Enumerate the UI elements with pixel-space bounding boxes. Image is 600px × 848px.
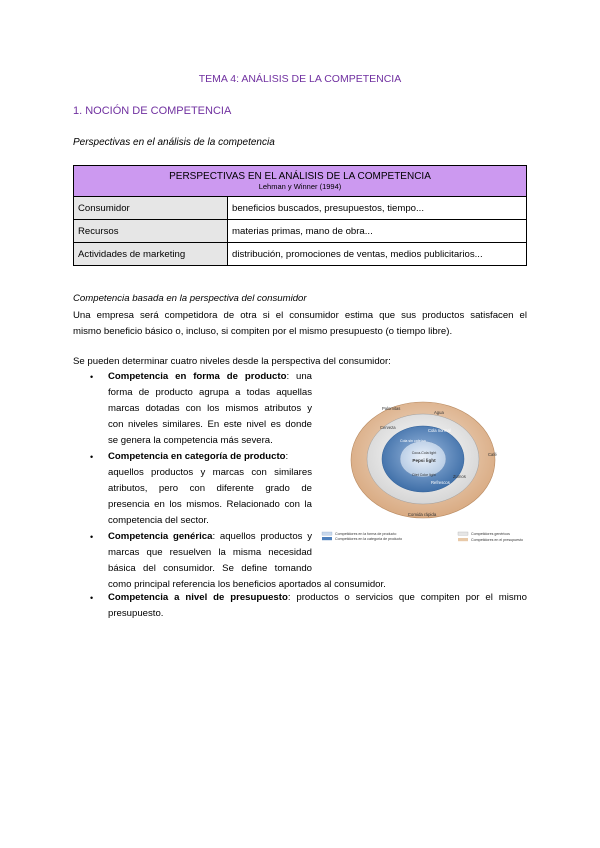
- level-item-1: [108, 369, 312, 449]
- level-text: competencia del sector.: [108, 515, 209, 526]
- level-term: Competencia en forma de producto: [108, 371, 287, 382]
- legend-label: Competidores en la forma de producto: [335, 532, 397, 536]
- level-text: marcas dotadas con los mismos atributos y: [108, 403, 312, 414]
- row-value: beneficios buscados, presupuestos, tiempo...: [228, 197, 527, 220]
- legend-swatch: [322, 537, 332, 540]
- row-label: Recursos: [74, 220, 228, 243]
- paragraph-line: mismo beneficio básico o, incluso, si compiten por el mismo presupuesto (o tiempo libre).: [73, 326, 453, 337]
- table-row: [74, 220, 527, 243]
- perspectives-table: [73, 165, 527, 266]
- table-header-title: PERSPECTIVAS EN EL ANÁLISIS DE LA COMPETENCIA: [169, 171, 431, 182]
- bullet: •: [90, 593, 94, 603]
- table-header: [74, 166, 527, 197]
- level-term: Competencia en categoría de producto: [108, 451, 286, 462]
- level-text: marcas que resuelven la misma necesidad: [108, 547, 312, 558]
- levels-intro: Se pueden determinar cuatro niveles desde la perspectiva del consumidor:: [73, 356, 391, 367]
- row-value: distribución, promociones de ventas, medios publicitarios...: [228, 243, 527, 266]
- bullet: •: [90, 372, 94, 382]
- legend-swatch: [322, 532, 332, 535]
- level-item-2: [108, 449, 312, 529]
- level-text: presupuesto.: [108, 608, 164, 619]
- level-item-3: [108, 529, 312, 577]
- legend-label: Competidores en el presupuesto: [471, 538, 523, 542]
- level-term: Competencia a nivel de presupuesto: [108, 592, 288, 603]
- table-row: [74, 243, 527, 266]
- level-item-4: [108, 590, 527, 622]
- legend-label: Competidores en la categoría de producto: [335, 537, 403, 541]
- label-refrescos: Refrescos: [431, 480, 450, 485]
- level-text: con niveles similares. En este nivel es donde: [108, 419, 312, 430]
- paragraph-line: Una empresa será competidora de otra si el consumidor estima que sus productos satisfacen el: [73, 310, 527, 321]
- label-cola-sin: Cola sin cafeína: [400, 439, 426, 443]
- legend-label: Competidores genéricos: [471, 532, 510, 536]
- level-text: : una: [286, 371, 313, 382]
- table-row: [74, 197, 527, 220]
- level-term: Competencia genérica: [108, 531, 213, 542]
- level-text: : aquellos productos y: [212, 531, 312, 542]
- competition-levels-diagram: [318, 398, 528, 558]
- label-agua: Agua: [434, 410, 444, 415]
- label-center-2: Pepsi light: [412, 458, 436, 463]
- bullet: •: [90, 532, 94, 542]
- table-header-source: Lehman y Winner (1994): [258, 182, 342, 191]
- legend-swatch: [458, 538, 468, 541]
- label-cafe: Café: [488, 452, 497, 457]
- paragraph: [73, 308, 527, 340]
- label-cola-normal: Cola normal: [428, 428, 451, 433]
- level-text: :: [285, 451, 289, 462]
- level-item-3-continued: como principal referencia los beneficios aportados al consumidor.: [108, 579, 386, 590]
- row-label: Consumidor: [74, 197, 228, 220]
- level-text: forma de producto agrupa a todas aquellas: [108, 387, 312, 398]
- label-zumos: Zumos: [453, 474, 466, 479]
- row-label: Actividades de marketing: [74, 243, 228, 266]
- level-text: aquellos productos y marcas con similares: [108, 467, 312, 478]
- label-cerveza: Cerveza: [380, 425, 396, 430]
- label-center-1: Coca-Cola light: [411, 451, 437, 455]
- level-text: básica del consumidor. Se define tomando: [108, 563, 312, 574]
- diagram-legend: [322, 532, 523, 542]
- section-heading-2: Competencia basada en la perspectiva del consumidor: [73, 293, 307, 304]
- level-text: se genera la competencia más severa.: [108, 435, 273, 446]
- subheading: Perspectivas en el análisis de la competencia: [73, 137, 275, 148]
- bullet: •: [90, 452, 94, 462]
- label-palomitas: Palomitas: [382, 406, 401, 411]
- level-text: atributos, pero con diferente grado de: [108, 483, 312, 494]
- row-value: materias primas, mano de obra...: [228, 220, 527, 243]
- page-title: TEMA 4: ANÁLISIS DE LA COMPETENCIA: [198, 73, 402, 85]
- label-diet-coke: Diet Coke light: [412, 473, 436, 477]
- section-heading-1: 1. NOCIÓN DE COMPETENCIA: [73, 105, 232, 117]
- legend-swatch: [458, 532, 468, 535]
- label-comida: Comida rápida: [407, 512, 437, 517]
- level-text: : productos o servicios que compiten por el mismo: [287, 592, 527, 603]
- level-text: presencia en los mismos. Relacionado con la: [108, 499, 312, 510]
